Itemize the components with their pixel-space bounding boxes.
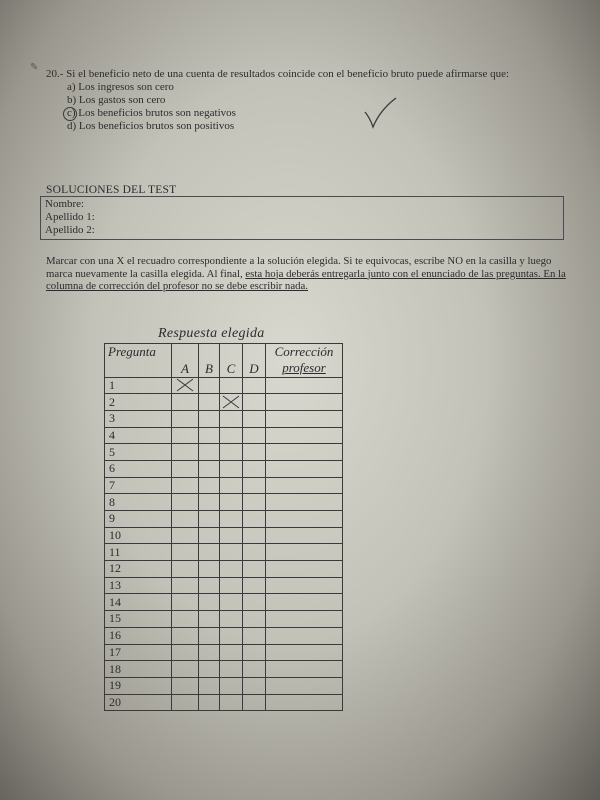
table-row bbox=[105, 661, 343, 678]
table-row bbox=[105, 644, 343, 661]
table-row bbox=[105, 427, 343, 444]
question-number: 19 bbox=[105, 677, 172, 694]
answer-cell-d[interactable] bbox=[243, 527, 266, 544]
answer-cell-b[interactable] bbox=[199, 477, 220, 494]
header-pregunta: Pregunta bbox=[105, 344, 172, 378]
answer-cell-d[interactable] bbox=[243, 677, 266, 694]
answer-cell-c[interactable] bbox=[220, 377, 243, 394]
answer-cell-b[interactable] bbox=[199, 561, 220, 578]
answer-cell-c[interactable] bbox=[220, 394, 243, 411]
correction-cell bbox=[266, 677, 343, 694]
answer-cell-c[interactable] bbox=[220, 611, 243, 628]
answer-cell-c[interactable] bbox=[220, 577, 243, 594]
table-row bbox=[105, 677, 343, 694]
correction-cell bbox=[266, 661, 343, 678]
table-row bbox=[105, 460, 343, 477]
answer-cell-a[interactable] bbox=[172, 427, 199, 444]
answer-cell-c[interactable] bbox=[220, 410, 243, 427]
answer-cell-b[interactable] bbox=[199, 677, 220, 694]
correction-cell bbox=[266, 460, 343, 477]
answer-cell-d[interactable] bbox=[243, 410, 266, 427]
instructions bbox=[46, 255, 566, 293]
correction-cell bbox=[266, 527, 343, 544]
question-number: 3 bbox=[105, 410, 172, 427]
question-number: 10 bbox=[105, 527, 172, 544]
answer-cell-c[interactable] bbox=[220, 594, 243, 611]
header-c: C bbox=[220, 361, 243, 378]
instructions-text: Marcar con una X el recuadro correspondiente a la solución elegida. Si te equivocas, escribe NO en la casilla y luego marca nuevamente la casilla elegida. Al final, bbox=[46, 255, 552, 280]
correction-cell bbox=[266, 627, 343, 644]
table-row bbox=[105, 511, 343, 528]
answer-cell-d[interactable] bbox=[243, 394, 266, 411]
answer-cell-c[interactable] bbox=[220, 561, 243, 578]
question-number: 8 bbox=[105, 494, 172, 511]
question-20 bbox=[46, 68, 566, 133]
answer-cell-d[interactable] bbox=[243, 477, 266, 494]
handwritten-checkmark-icon bbox=[362, 96, 398, 130]
answer-cell-d[interactable] bbox=[243, 561, 266, 578]
answer-cell-a[interactable] bbox=[172, 577, 199, 594]
answer-cell-d[interactable] bbox=[243, 494, 266, 511]
question-number: 13 bbox=[105, 577, 172, 594]
correction-cell bbox=[266, 427, 343, 444]
student-info-box bbox=[40, 196, 564, 240]
table-row bbox=[105, 527, 343, 544]
answer-cell-a[interactable] bbox=[172, 527, 199, 544]
answer-cell-a[interactable] bbox=[172, 594, 199, 611]
answer-cell-d[interactable] bbox=[243, 427, 266, 444]
answer-cell-a[interactable] bbox=[172, 494, 199, 511]
answer-cell-d[interactable] bbox=[243, 544, 266, 561]
question-number: 4 bbox=[105, 427, 172, 444]
answer-cell-b[interactable] bbox=[199, 577, 220, 594]
answer-cell-d[interactable] bbox=[243, 377, 266, 394]
table-row bbox=[105, 544, 343, 561]
answer-cell-c[interactable] bbox=[220, 544, 243, 561]
option-d: d) Los beneficios brutos son positivos bbox=[67, 120, 235, 132]
answer-cell-d[interactable] bbox=[243, 644, 266, 661]
answer-cell-b[interactable] bbox=[199, 460, 220, 477]
answer-cell-c[interactable] bbox=[220, 494, 243, 511]
answer-cell-a[interactable] bbox=[172, 394, 199, 411]
answer-cell-c[interactable] bbox=[220, 511, 243, 528]
question-number: 14 bbox=[105, 594, 172, 611]
answer-cell-a[interactable] bbox=[172, 511, 199, 528]
answer-cell-d[interactable] bbox=[243, 594, 266, 611]
answer-cell-b[interactable] bbox=[199, 611, 220, 628]
correction-cell bbox=[266, 694, 343, 711]
field-apellido-1[interactable]: Apellido 1: bbox=[45, 211, 95, 223]
question-number: 20 bbox=[105, 694, 172, 711]
table-row bbox=[105, 694, 343, 711]
option-b: b) Los gastos son cero bbox=[67, 94, 166, 106]
answer-cell-d[interactable] bbox=[243, 444, 266, 461]
table-row bbox=[105, 394, 343, 411]
correction-cell bbox=[266, 394, 343, 411]
answer-cell-b[interactable] bbox=[199, 544, 220, 561]
header-correccion bbox=[266, 344, 343, 378]
answer-cell-b[interactable] bbox=[199, 427, 220, 444]
answer-cell-b[interactable] bbox=[199, 394, 220, 411]
question-number: 7 bbox=[105, 477, 172, 494]
answer-cell-c[interactable] bbox=[220, 460, 243, 477]
answer-cell-c[interactable] bbox=[220, 677, 243, 694]
answer-cell-c[interactable] bbox=[220, 477, 243, 494]
x-mark-icon bbox=[221, 395, 241, 409]
answer-cell-b[interactable] bbox=[199, 444, 220, 461]
answer-cell-c[interactable] bbox=[220, 444, 243, 461]
header-d: D bbox=[243, 361, 266, 378]
answer-cell-b[interactable] bbox=[199, 377, 220, 394]
answer-cell-b[interactable] bbox=[199, 694, 220, 711]
answer-cell-a[interactable] bbox=[172, 377, 199, 394]
table-row bbox=[105, 561, 343, 578]
table-row bbox=[105, 594, 343, 611]
answer-cell-b[interactable] bbox=[199, 511, 220, 528]
answer-cell-b[interactable] bbox=[199, 627, 220, 644]
correction-cell bbox=[266, 644, 343, 661]
table-caption: Respuesta elegida bbox=[158, 326, 265, 341]
correction-cell bbox=[266, 377, 343, 394]
answer-cell-a[interactable] bbox=[172, 544, 199, 561]
answer-cell-a[interactable] bbox=[172, 410, 199, 427]
answer-cell-a[interactable] bbox=[172, 444, 199, 461]
field-nombre[interactable]: Nombre: bbox=[45, 198, 85, 210]
answer-cell-b[interactable] bbox=[199, 644, 220, 661]
question-number: 17 bbox=[105, 644, 172, 661]
answer-cell-d[interactable] bbox=[243, 661, 266, 678]
question-number: 1 bbox=[105, 377, 172, 394]
table-row bbox=[105, 444, 343, 461]
correction-cell bbox=[266, 444, 343, 461]
table-row bbox=[105, 377, 343, 394]
table-row bbox=[105, 577, 343, 594]
answer-cell-d[interactable] bbox=[243, 577, 266, 594]
table-row bbox=[105, 410, 343, 427]
handwritten-circle-icon bbox=[63, 107, 77, 121]
answer-cell-d[interactable] bbox=[243, 511, 266, 528]
answer-cell-a[interactable] bbox=[172, 661, 199, 678]
correction-cell bbox=[266, 544, 343, 561]
table-row bbox=[105, 477, 343, 494]
answer-cell-c[interactable] bbox=[220, 527, 243, 544]
answer-cell-a[interactable] bbox=[172, 677, 199, 694]
correction-cell bbox=[266, 577, 343, 594]
question-number: 18 bbox=[105, 661, 172, 678]
answer-cell-c[interactable] bbox=[220, 627, 243, 644]
answer-table bbox=[104, 343, 343, 711]
header-correccion-line1: Corrección bbox=[274, 344, 334, 359]
answer-cell-d[interactable] bbox=[243, 611, 266, 628]
question-number: 9 bbox=[105, 511, 172, 528]
answer-cell-a[interactable] bbox=[172, 561, 199, 578]
answer-cell-d[interactable] bbox=[243, 460, 266, 477]
correction-cell bbox=[266, 477, 343, 494]
table-row bbox=[105, 627, 343, 644]
answer-cell-d[interactable] bbox=[243, 627, 266, 644]
answer-cell-a[interactable] bbox=[172, 627, 199, 644]
correction-cell bbox=[266, 494, 343, 511]
answer-cell-d[interactable] bbox=[243, 694, 266, 711]
answer-cell-a[interactable] bbox=[172, 460, 199, 477]
correction-cell bbox=[266, 410, 343, 427]
answer-cell-c[interactable] bbox=[220, 644, 243, 661]
field-apellido-2[interactable]: Apellido 2: bbox=[45, 224, 95, 236]
x-mark-icon bbox=[175, 378, 195, 392]
correction-cell bbox=[266, 594, 343, 611]
correction-cell bbox=[266, 511, 343, 528]
margin-mark: ✎ bbox=[30, 62, 39, 73]
header-b: B bbox=[199, 361, 220, 378]
answer-cell-c[interactable] bbox=[220, 427, 243, 444]
question-20-stem: 20.- Si el beneficio neto de una cuenta de resultados coincide con el beneficio bruto puede afirmarse que: bbox=[46, 68, 510, 80]
option-c: c) Los beneficios brutos son negativos bbox=[67, 107, 236, 119]
instructions-underlined: esta hoja deberás entregarla junto con el enunciado de las preguntas. En la columna de corrección del profesor no se debe escribir nada. bbox=[46, 267, 566, 292]
answer-cell-a[interactable] bbox=[172, 611, 199, 628]
option-a: a) Los ingresos son cero bbox=[67, 81, 174, 93]
correction-cell bbox=[266, 611, 343, 628]
answer-cell-a[interactable] bbox=[172, 694, 199, 711]
answer-cell-a[interactable] bbox=[172, 477, 199, 494]
table-row bbox=[105, 611, 343, 628]
question-number: 6 bbox=[105, 460, 172, 477]
solutions-title: SOLUCIONES DEL TEST bbox=[46, 184, 177, 196]
header-a: A bbox=[172, 361, 199, 378]
answer-cell-c[interactable] bbox=[220, 694, 243, 711]
answer-cell-b[interactable] bbox=[199, 594, 220, 611]
question-number: 2 bbox=[105, 394, 172, 411]
answer-cell-b[interactable] bbox=[199, 527, 220, 544]
table-row bbox=[105, 494, 343, 511]
answer-cell-a[interactable] bbox=[172, 644, 199, 661]
answer-cell-b[interactable] bbox=[199, 494, 220, 511]
question-number: 16 bbox=[105, 627, 172, 644]
question-number: 15 bbox=[105, 611, 172, 628]
answer-cell-b[interactable] bbox=[199, 410, 220, 427]
correction-cell bbox=[266, 561, 343, 578]
answer-cell-c[interactable] bbox=[220, 661, 243, 678]
answer-cell-b[interactable] bbox=[199, 661, 220, 678]
header-correccion-line2: profesor bbox=[282, 360, 326, 375]
question-number: 11 bbox=[105, 544, 172, 561]
question-number: 5 bbox=[105, 444, 172, 461]
question-number: 12 bbox=[105, 561, 172, 578]
